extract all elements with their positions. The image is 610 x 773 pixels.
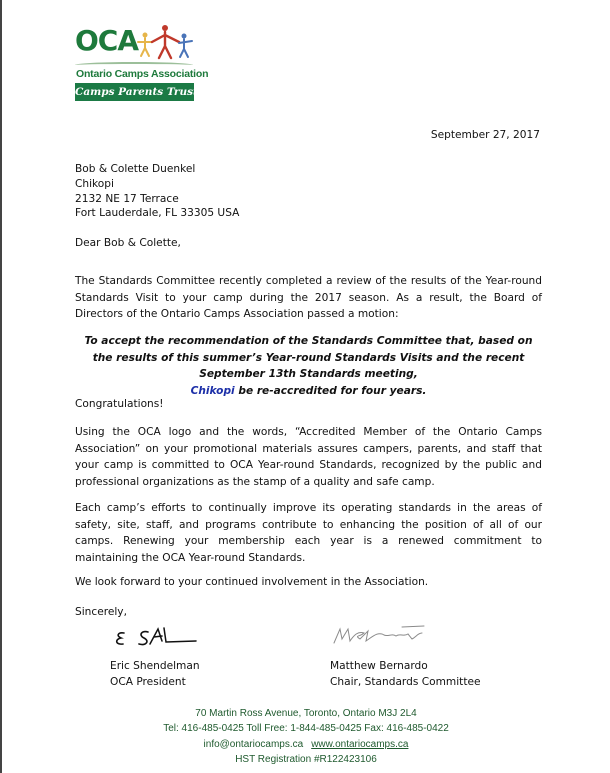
motion-part-1: To accept the recommendation of the Standards Committee that, based on the results of this summer’s Year-round Standards Visits and the recent September 13th Standards meeting, (84, 335, 533, 380)
recipient-city: Fort Lauderdale, FL 33305 USA (75, 207, 240, 220)
logo-acronym: OCA (75, 24, 139, 57)
footer-email-link[interactable]: info@ontariocamps.ca (203, 738, 304, 750)
footer-phones: Tel: 416-485-0425 Toll Free: 1-844-485-0425 Fax: 416-485-0422 (163, 723, 449, 735)
letter-footer (2, 706, 610, 767)
logo-banner: Camps Parents Trust (75, 83, 194, 101)
recipient-street: 2132 NE 17 Terrace (75, 192, 179, 205)
signatory-2 (330, 659, 481, 690)
signatory-1 (110, 659, 200, 690)
signature-eric-shendelman (110, 623, 200, 653)
recipient-address (75, 162, 239, 221)
signatory-1-title: OCA President (110, 675, 186, 688)
salutation: Dear Bob & Colette, (75, 237, 181, 249)
paragraph-3: Each camp’s efforts to continually improve its operating standards in the areas of safety, site, staff, and programs contribute to enhancing the position of all of our camps. Renewing your membership each year is a renewed commitment to maintaining the OCA Year-round Standards. (75, 502, 542, 564)
letter-date: September 27, 2017 (430, 129, 540, 141)
paragraph-2: Using the OCA logo and the words, “Accredited Member of the Ontario Camps Association” on your promotional materials assures campers, parents, and staff that your camp is committed to OCA Year-round Standards, recognized by the public and professional organizations as the stamp of a quality and safe camp. (75, 426, 542, 488)
recipient-camp: Chikopi (75, 177, 114, 190)
closing: Sincerely, (75, 606, 127, 618)
recipient-name: Bob & Colette Duenkel (75, 163, 196, 175)
signatory-2-name: Matthew Bernardo (330, 660, 428, 672)
oca-logo (75, 22, 209, 102)
paragraph-4: We look forward to your continued involvement in the Association. (75, 576, 429, 588)
letter-page (2, 0, 610, 773)
motion-text (75, 333, 542, 399)
signature-matthew-bernardo (330, 621, 425, 649)
family-figures-icon (133, 24, 195, 60)
footer-hst: HST Registration #R122423106 (235, 753, 377, 765)
paragraph-1: The Standards Committee recently completed a review of the results of the Year-round Standards Visit to your camp during the 2017 season. As a result, the Board of Directors of the Ontario Camps Association passed a motion: (75, 275, 542, 320)
motion-part-2: be re-accredited for four years. (234, 384, 427, 397)
congratulations: Congratulations! (75, 398, 164, 410)
footer-website-link[interactable]: www.ontariocamps.ca (311, 738, 409, 750)
signatory-1-name: Eric Shendelman (110, 660, 200, 672)
signatory-2-title: Chair, Standards Committee (330, 675, 481, 688)
footer-address: 70 Martin Ross Avenue, Toronto, Ontario M3J 2L4 (195, 708, 417, 719)
logo-org-name: Ontario Camps Association (76, 68, 209, 80)
motion-camp-name: Chikopi (190, 384, 235, 397)
